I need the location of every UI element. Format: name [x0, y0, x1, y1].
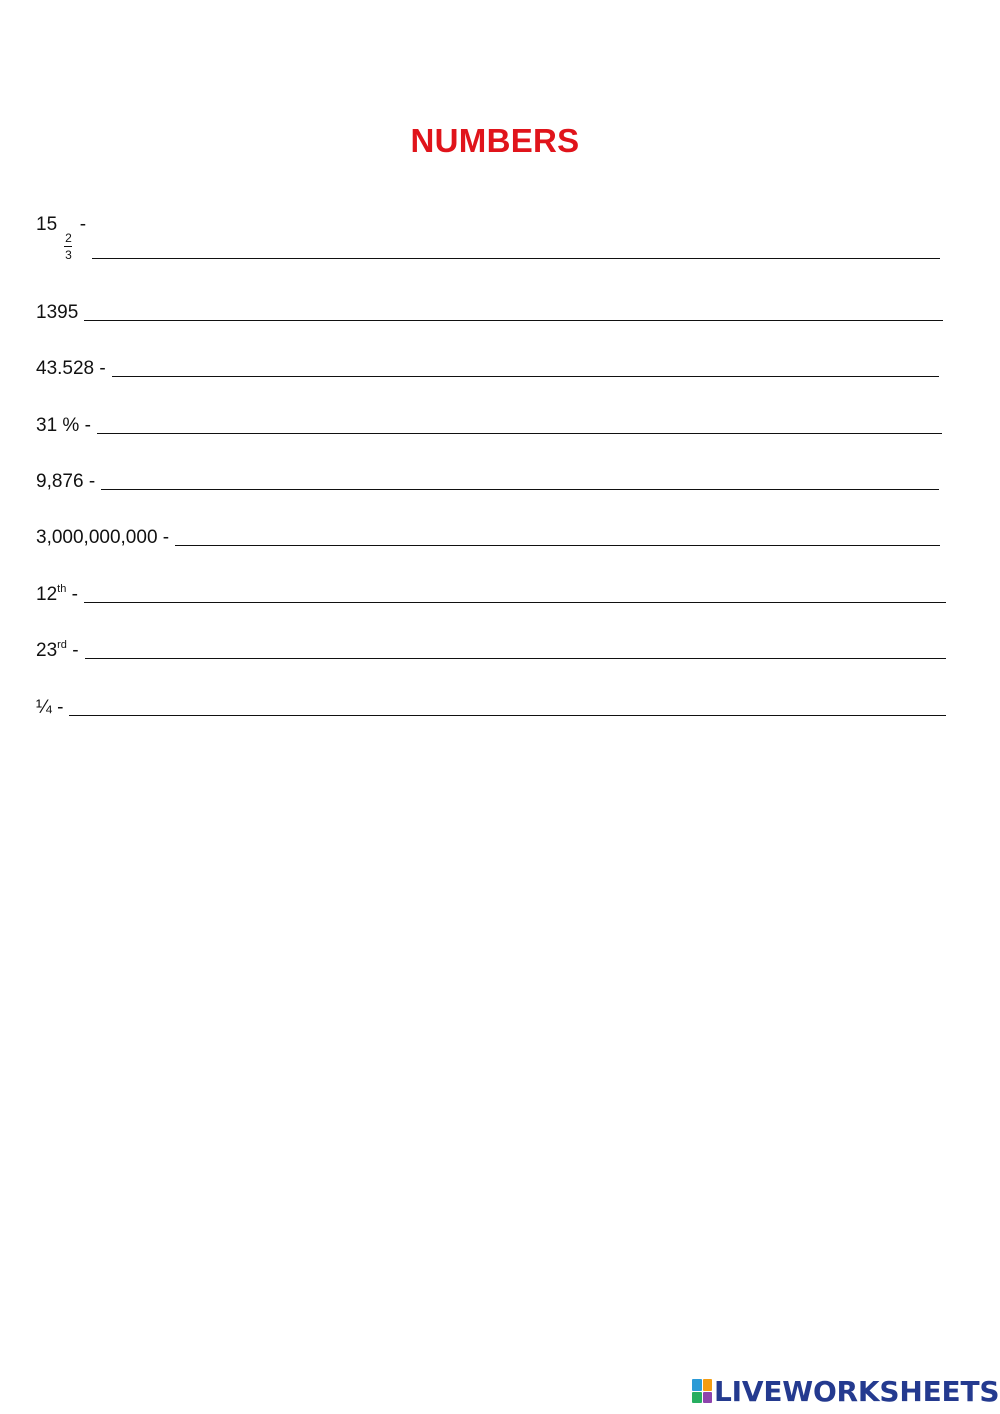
list-item: [36, 294, 943, 324]
item-label: 43.528 -: [36, 358, 106, 379]
item-label: 1395: [36, 302, 79, 323]
liveworksheets-logo-icon: [692, 1379, 712, 1403]
list-item: [36, 463, 939, 493]
answer-blank[interactable]: [84, 601, 946, 603]
answer-blank[interactable]: [69, 714, 946, 716]
answer-blank[interactable]: [175, 544, 940, 546]
list-item: [36, 576, 946, 606]
list-item: [36, 407, 942, 437]
answer-blank[interactable]: [92, 257, 940, 259]
item-label: 15 $\frac{2}{3}$ -: [36, 214, 87, 262]
answer-blank[interactable]: [84, 319, 943, 321]
list-item: [36, 519, 940, 549]
page-title: NUMBERS: [410, 122, 580, 159]
answer-blank[interactable]: [97, 432, 942, 434]
list-item: [36, 350, 939, 380]
brand-text: LIVEWORKSHEETS: [714, 1374, 1000, 1408]
list-item: [36, 214, 940, 262]
list-item: [36, 632, 946, 662]
brand-watermark: [692, 1374, 999, 1408]
item-label: 31 % -: [36, 415, 91, 436]
item-label: ¼ -: [36, 697, 64, 718]
item-label: 12th -: [36, 583, 78, 605]
item-label: 9,876 -: [36, 471, 96, 492]
fraction: $\frac{2}{3}$: [65, 231, 72, 262]
item-label: 23rd -: [36, 639, 79, 661]
answer-blank[interactable]: [112, 375, 939, 377]
list-item: [36, 689, 946, 719]
answer-blank[interactable]: [101, 488, 939, 490]
item-label: 3,000,000,000 -: [36, 527, 170, 548]
answer-blank[interactable]: [85, 657, 946, 659]
